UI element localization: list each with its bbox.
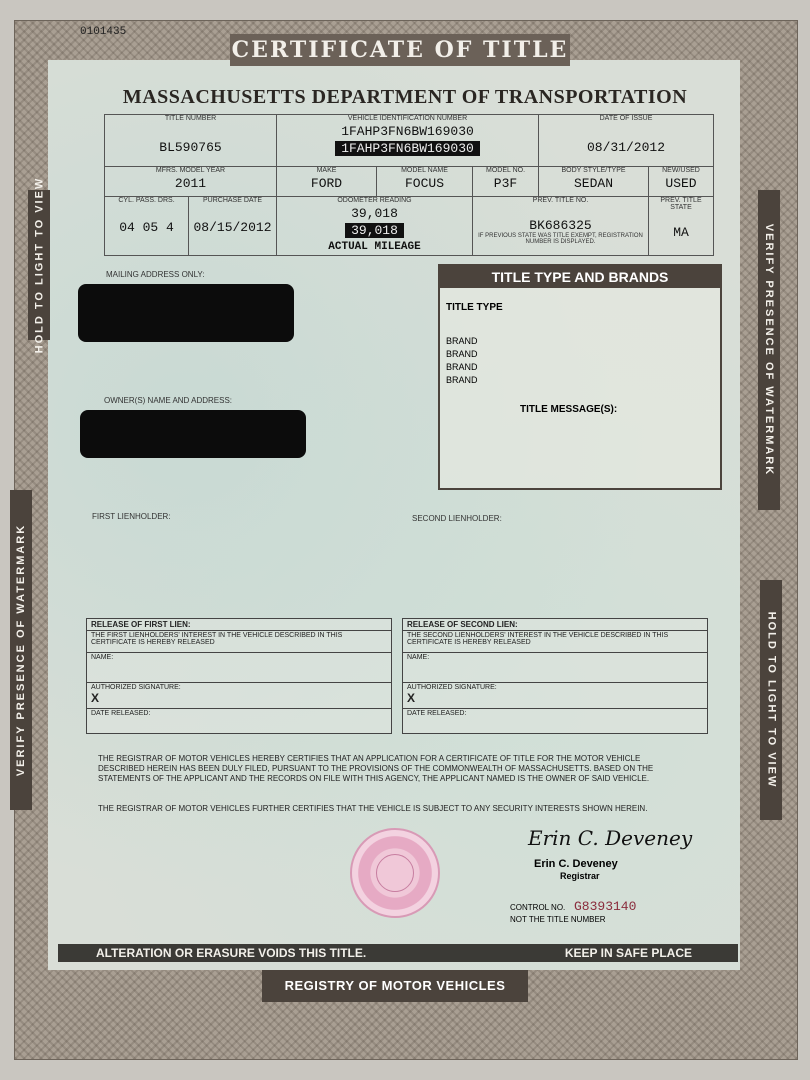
release-second-name[interactable]: NAME:	[403, 653, 707, 683]
title-type-label: TITLE TYPE	[446, 302, 503, 313]
release-first-text: THE FIRST LIENHOLDERS' INTEREST IN THE VEHICLE DESCRIBED IN THIS CERTIFICATE IS HEREBY RELEASED	[87, 631, 391, 653]
release-second-title: RELEASE OF SECOND LIEN:	[403, 619, 707, 631]
vin: 1FAHP3FN6BW169030	[341, 124, 474, 139]
prev-title-state: MA	[673, 225, 689, 240]
side-text-left-top: HOLD TO LIGHT TO VIEW	[28, 190, 50, 340]
commonwealth-seal	[350, 828, 440, 918]
mailing-address-label: MAILING ADDRESS ONLY:	[106, 270, 205, 279]
serial-number: 0101435	[80, 26, 127, 38]
odometer-reading: 39,018	[351, 206, 398, 221]
mileage-status: ACTUAL MILEAGE	[328, 241, 421, 253]
certification-paragraph: THE REGISTRAR OF MOTOR VEHICLES HEREBY CERTIFIES THAT AN APPLICATION FOR A CERTIFICATE OF TITLE FOR THE MOTOR VEHICLE DESCRIBED HEREIN HAS BEEN DULY FILED, PURSUANT TO THE PROVISIONS OF THE COMMONWEALTH OF MASSACHUSETTS. BASED ON THE STATEMENTS OF THE APPLICANT AND THE RECORDS ON FILE WITH THIS AGENCY, THE APPLICANT NAMED IS THE OWNER OF SAID VEHICLE.	[98, 754, 654, 783]
rmv-label: REGISTRY OF MOTOR VEHICLES	[262, 970, 528, 1002]
release-first-name[interactable]: NAME:	[87, 653, 391, 683]
release-first-title: RELEASE OF FIRST LIEN:	[87, 619, 391, 631]
title-brands-box	[438, 264, 722, 490]
prev-title-number: BK686325	[529, 218, 592, 233]
registrar-title: Registrar	[560, 871, 600, 881]
body-style: SEDAN	[573, 176, 613, 191]
release-second-signature[interactable]: AUTHORIZED SIGNATURE: X	[403, 683, 707, 709]
title-message-label: TITLE MESSAGE(S):	[520, 404, 618, 415]
prev-title-cell: PREV. TITLE NO. BK686325 IF PREVIOUS STATE WAS TITLE EXEMPT, REGISTRATION NUMBER IS DISPLAYED.	[473, 197, 649, 256]
release-second-text: THE SECOND LIENHOLDERS' INTEREST IN THE VEHICLE DESCRIBED IN THIS CERTIFICATE IS HEREBY RELEASED	[403, 631, 707, 653]
model-no-cell: MODEL NO. P3F	[473, 167, 539, 197]
model-year: 2011	[174, 176, 207, 191]
security-interest-paragraph: THE REGISTRAR OF MOTOR VEHICLES FURTHER CERTIFIES THAT THE VEHICLE IS SUBJECT TO ANY SECURITY INTERESTS SHOWN HEREIN.	[98, 804, 648, 813]
vehicle-info-grid	[104, 114, 714, 256]
side-text-right-bottom: HOLD TO LIGHT TO VIEW	[760, 580, 782, 820]
new-used: USED	[665, 176, 697, 191]
brand-3: BRAND	[446, 362, 478, 372]
release-first-date[interactable]: DATE RELEASED:	[91, 710, 151, 717]
make: FORD	[310, 176, 343, 191]
control-number: G8393140	[574, 899, 637, 914]
registrar-signature: Erin C. Deveney	[528, 826, 693, 850]
brand-1: BRAND	[446, 336, 478, 346]
model-no: P3F	[493, 176, 518, 191]
title-number-cell: TITLE NUMBER BL590765	[105, 115, 277, 167]
vin-cell: VEHICLE IDENTIFICATION NUMBER 1FAHP3FN6BW169030 1FAHP3FN6BW169030	[277, 115, 539, 167]
model-name: FOCUS	[404, 176, 444, 191]
signature-x: X	[407, 691, 416, 705]
keep-safe-note: KEEP IN SAFE PLACE	[564, 946, 692, 960]
department-name: MASSACHUSETTS DEPARTMENT OF TRANSPORTATION	[122, 86, 688, 108]
release-first-signature[interactable]: AUTHORIZED SIGNATURE: X	[87, 683, 391, 709]
registrar-name: Erin C. Deveney	[534, 858, 618, 870]
certificate-heading: CERTIFICATE OF TITLE	[230, 34, 570, 66]
signature-x: X	[91, 691, 100, 705]
redacted-mailing-address	[78, 284, 294, 342]
redacted-owner-address	[80, 410, 306, 458]
body-cell: BODY STYLE/TYPE SEDAN	[539, 167, 649, 197]
cyl-purchase-cell	[105, 197, 277, 256]
owner-label: OWNER(S) NAME AND ADDRESS:	[104, 396, 233, 405]
prev-state-cell: PREV. TITLE STATE MA	[649, 197, 714, 256]
second-lienholder-label: SECOND LIENHOLDER:	[412, 514, 502, 523]
title-number: BL590765	[159, 140, 222, 155]
footer-bar	[58, 944, 738, 962]
brand-4: BRAND	[446, 375, 478, 385]
release-second-lien	[402, 618, 708, 734]
first-lienholder-label: FIRST LIENHOLDER:	[92, 512, 171, 521]
model-year-cell: MFRS. MODEL YEAR 2011	[105, 167, 277, 197]
date-of-issue: 08/31/2012	[586, 140, 665, 155]
alteration-warning: ALTERATION OR ERASURE VOIDS THIS TITLE.	[96, 946, 367, 960]
side-text-left: VERIFY PRESENCE OF WATERMARK	[10, 490, 32, 810]
brand-2: BRAND	[446, 349, 478, 359]
side-text-right-top: VERIFY PRESENCE OF WATERMARK	[758, 190, 780, 510]
cyl-pass-drs: CYL. PASS. DRS. 04 05 4	[105, 197, 189, 255]
release-second-date[interactable]: DATE RELEASED:	[407, 710, 467, 717]
vin-repeat: 1FAHP3FN6BW169030	[335, 141, 480, 156]
control-label: CONTROL NO.	[510, 903, 566, 912]
control-note: NOT THE TITLE NUMBER	[510, 915, 606, 924]
odometer-repeat: 39,018	[345, 223, 404, 238]
odometer-cell: ODOMETER READING 39,018 39,018 ACTUAL MILEAGE	[277, 197, 473, 256]
make-cell: MAKE FORD	[277, 167, 377, 197]
purchase-date: PURCHASE DATE 08/15/2012	[193, 197, 272, 235]
release-first-lien	[86, 618, 392, 734]
date-issue-cell: DATE OF ISSUE 08/31/2012	[539, 115, 714, 167]
newused-cell: NEW/USED USED	[649, 167, 714, 197]
title-brands-heading: TITLE TYPE AND BRANDS	[440, 266, 720, 288]
model-cell: MODEL NAME FOCUS	[377, 167, 473, 197]
prev-title-note: IF PREVIOUS STATE WAS TITLE EXEMPT, REGISTRATION NUMBER IS DISPLAYED.	[478, 233, 643, 245]
